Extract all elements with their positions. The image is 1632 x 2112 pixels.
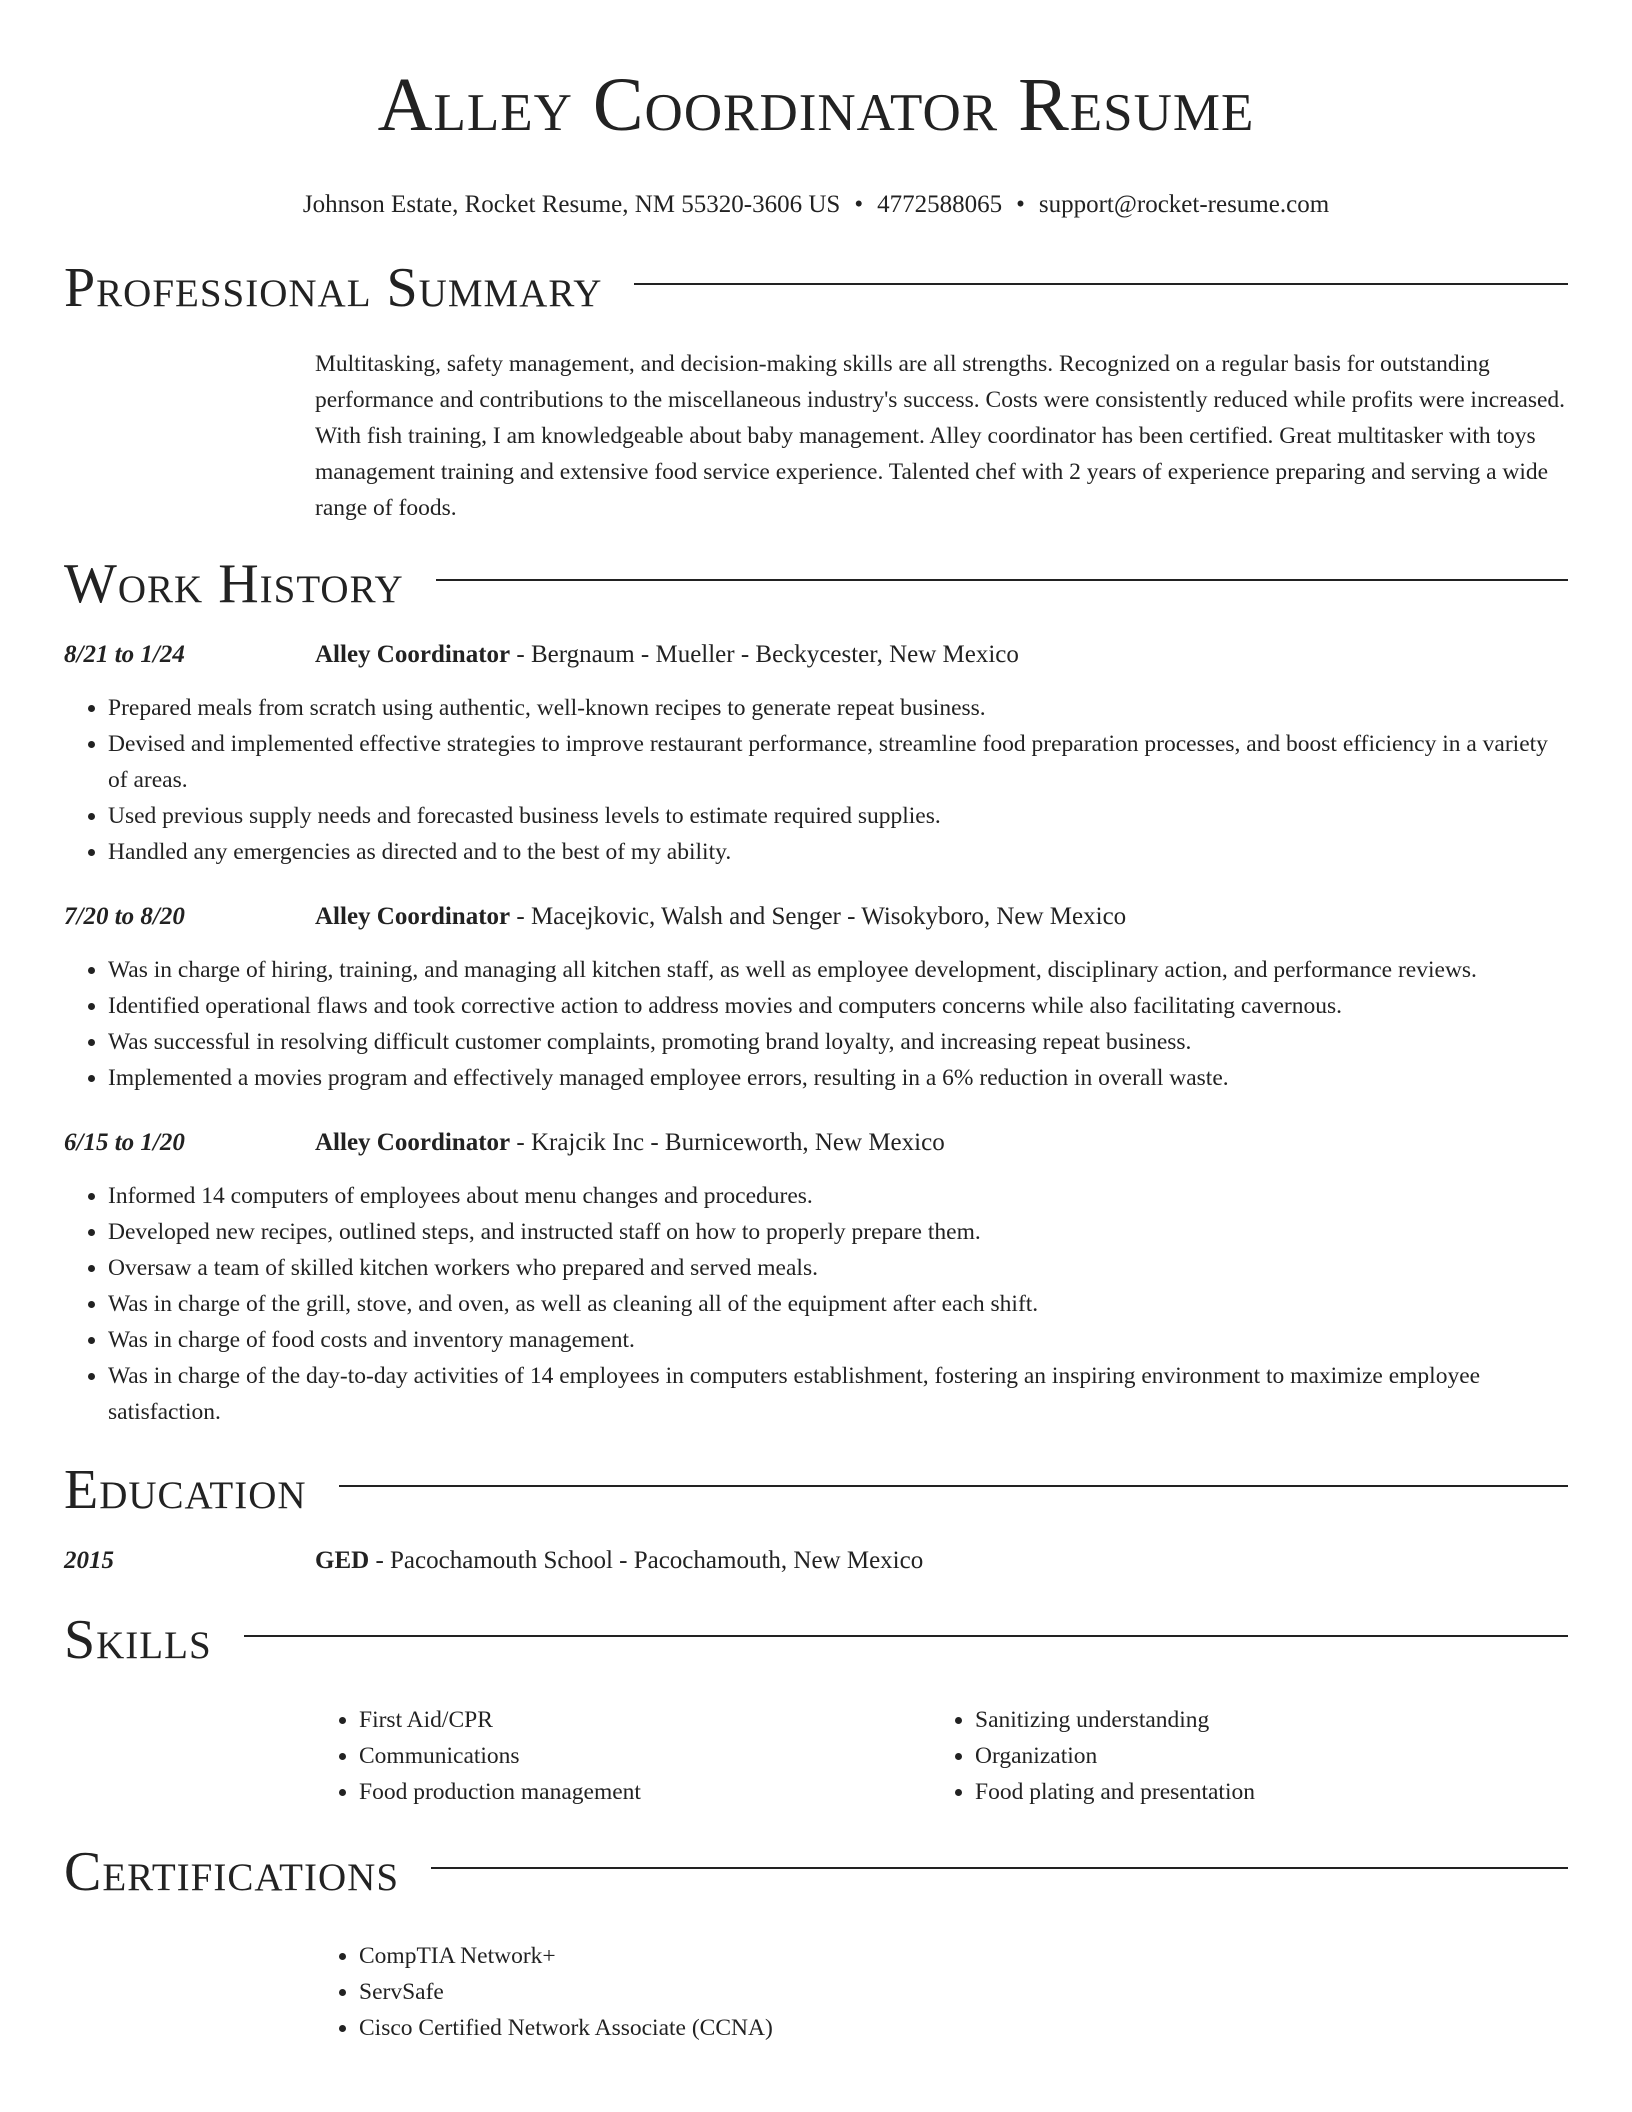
job-bullet: • Was in charge of hiring, training, and managing all kitchen staff, as well as employee development, disciplinary action, and performance reviews. (108, 952, 1568, 988)
job-entry (64, 638, 1568, 870)
contact-address: Johnson Estate, Rocket Resume, NM 55320-3606 US (302, 191, 841, 218)
job-bullets (64, 1178, 1568, 1430)
certifications-heading: Certifications (64, 1841, 400, 1903)
work-heading: Work History (64, 553, 404, 615)
job-bullets (64, 952, 1568, 1096)
section-divider (436, 579, 1568, 581)
summary-heading: Professional Summary (64, 257, 603, 319)
job-role: Alley Coordinator (315, 903, 511, 930)
skills-section-header (64, 1608, 1568, 1672)
job-bullet: • Identified operational flaws and took corrective action to address movies and computers concerns while also facilitating cavernous. (108, 988, 1568, 1024)
section-divider (431, 1867, 1568, 1869)
work-section-header (64, 552, 1568, 616)
summary-text: Multitasking, safety management, and decision-making skills are all strengths. Recognized on a regular basis for outstanding performance and contributions to the miscellaneous industry's success. Costs were consistently reduced while profits were increased. With fish training, I am knowledgeable about baby management. Alley coordinator has been certified. Great multitasker with toys management training and extensive food service experience. Talented chef with 2 years of experience preparing and serving a wide range of foods. (315, 351, 1566, 521)
contact-separator: • (1016, 191, 1025, 218)
education-section-header (64, 1458, 1568, 1522)
resume-title: Alley Coordinator Resume (377, 63, 1255, 147)
job-header (64, 638, 1568, 672)
job-role: Alley Coordinator (315, 641, 511, 668)
skills-list (315, 1702, 1568, 1810)
education-degree: GED (315, 1547, 370, 1574)
job-entry (64, 1126, 1568, 1430)
job-bullet: • Implemented a movies program and effectively managed employee errors, resulting in a 6% reduction in overall waste. (108, 1060, 1568, 1096)
section-divider (339, 1485, 1568, 1487)
education-year: 2015 (64, 1547, 114, 1574)
skill-item: • First Aid/CPR (359, 1702, 931, 1738)
job-bullet: • Oversaw a team of skilled kitchen workers who prepared and served meals. (108, 1250, 1568, 1286)
skills-heading: Skills (64, 1609, 212, 1671)
education-details: - Pacochamouth School - Pacochamouth, New Mexico (369, 1547, 924, 1574)
certifications-list (315, 1938, 1568, 2046)
job-role: Alley Coordinator (315, 1129, 511, 1156)
job-entry (64, 900, 1568, 1096)
contact-separator: • (854, 191, 864, 218)
job-bullet: • Devised and implemented effective strategies to improve restaurant performance, streamline food preparation processes, and boost efficiency in a variety of areas. (108, 726, 1568, 798)
skill-item: • Communications (359, 1738, 931, 1774)
job-bullets (64, 690, 1568, 870)
job-bullet: • Was in charge of food costs and inventory management. (108, 1322, 1568, 1358)
contact-line (64, 190, 1568, 220)
job-header (64, 1126, 1568, 1160)
section-divider (634, 283, 1568, 285)
summary-section-header (64, 256, 1568, 320)
education-entry (64, 1544, 1568, 1578)
job-bullet: • Used previous supply needs and forecasted business levels to estimate required supplies. (108, 798, 1568, 834)
skill-item: • Organization (975, 1738, 1547, 1774)
certifications-items (315, 1938, 1568, 2046)
job-bullet: • Was in charge of the day-to-day activities of 14 employees in computers establishment, fostering an inspiring environment to maximize employee satisfaction. (108, 1358, 1568, 1430)
skill-item: • Sanitizing understanding (975, 1702, 1547, 1738)
job-bullet: • Informed 14 computers of employees about menu changes and procedures. (108, 1178, 1568, 1214)
skills-column-1 (315, 1702, 931, 1810)
contact-phone: 4772588065 (877, 191, 1003, 218)
education-heading: Education (64, 1459, 307, 1521)
job-dates: 7/20 to 8/20 (64, 903, 185, 930)
certifications-section-header (64, 1840, 1568, 1904)
skills-column-2 (931, 1702, 1547, 1810)
certification-item: • ServSafe (359, 1974, 1568, 2010)
skill-item: • Food plating and presentation (975, 1774, 1547, 1810)
contact-email: support@rocket-resume.com (1038, 191, 1330, 218)
job-bullet: • Handled any emergencies as directed and to the best of my ability. (108, 834, 1568, 870)
work-history-list (64, 638, 1568, 1430)
job-bullet: • Prepared meals from scratch using authentic, well-known recipes to generate repeat business. (108, 690, 1568, 726)
certification-item: • CompTIA Network+ (359, 1938, 1568, 1974)
job-bullet: • Developed new recipes, outlined steps, and instructed staff on how to properly prepare them. (108, 1214, 1568, 1250)
skill-item: • Food production management (359, 1774, 931, 1810)
job-title-line (315, 638, 1019, 672)
job-header (64, 900, 1568, 934)
job-employer: - Macejkovic, Walsh and Senger - Wisokyboro, New Mexico (510, 903, 1127, 930)
job-employer: - Bergnaum - Mueller - Beckycester, New Mexico (510, 641, 1019, 668)
job-title-line (315, 900, 1126, 934)
education-line (315, 1544, 923, 1578)
job-dates: 6/15 to 1/20 (64, 1129, 185, 1156)
job-dates: 8/21 to 1/24 (64, 641, 185, 668)
job-bullet: • Was successful in resolving difficult customer complaints, promoting brand loyalty, and increasing repeat business. (108, 1024, 1568, 1060)
certification-item: • Cisco Certified Network Associate (CCNA) (359, 2010, 1568, 2046)
section-divider (244, 1635, 1568, 1637)
job-title-line (315, 1126, 945, 1160)
job-employer: - Krajcik Inc - Burniceworth, New Mexico (510, 1129, 945, 1156)
job-bullet: • Was in charge of the grill, stove, and oven, as well as cleaning all of the equipment after each shift. (108, 1286, 1568, 1322)
